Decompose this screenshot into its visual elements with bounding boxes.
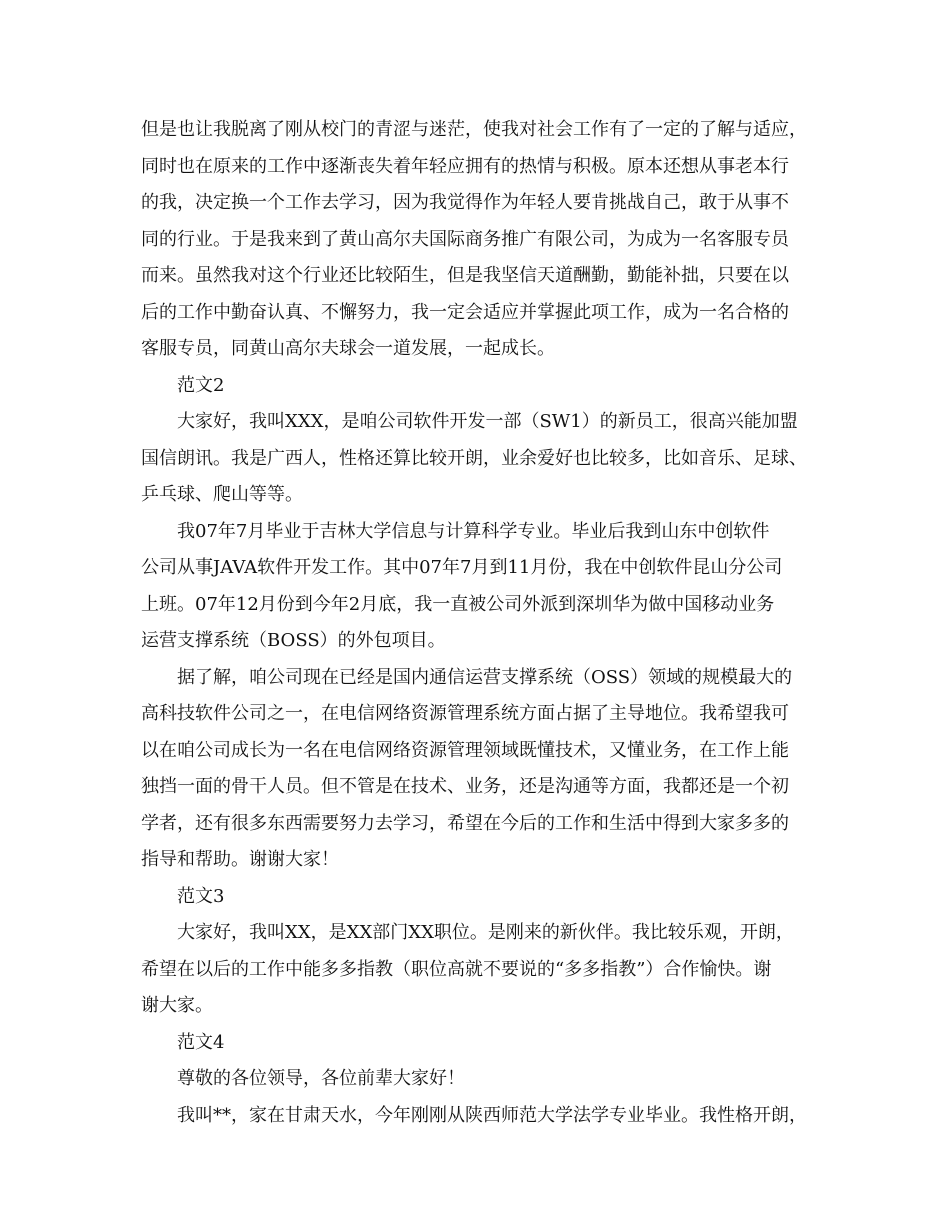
text-line: 指导和帮助。谢谢大家！ (141, 849, 339, 870)
text-line: 国信朗讯。我是广西人，性格还算比较开朗，业余爱好也比较多，比如音乐、足球、 (141, 447, 807, 469)
text-line: 同时也在原来的工作中逐渐丧失着年轻应拥有的热情与积极。原本还想从事老本行 (141, 155, 789, 177)
text-line: 同的行业。于是我来到了黄山高尔夫国际商务推广有限公司，为成为一名客服专员 (141, 228, 789, 250)
paragraph-start-line: 我叫**，家在甘肃天水，今年刚刚从陕西师范大学法学专业毕业。我性格开朗， (177, 1104, 807, 1126)
text-line: 运营支撑系统（BOSS）的外包项目。 (141, 630, 446, 651)
text-line: 上班。07年12月份到今年2月底，我一直被公司外派到深圳华为做中国移动业务 (141, 593, 775, 615)
text-line: 以在咱公司成长为一名在电信网络资源管理领域既懂技术，又懂业务，在工作上能 (141, 739, 789, 761)
section-heading: 范文3 (177, 885, 225, 907)
text-line: 希望在以后的工作中能多多指教（职位高就不要说的“多多指教”）合作愉快。谢 (141, 958, 772, 980)
text-line: 学者，还有很多东西需要努力去学习，希望在今后的工作和生活中得到大家多多的 (141, 812, 789, 834)
paragraph-start-line: 大家好，我叫XX，是XX部门XX职位。是刚来的新伙伴。我比较乐观，开朗， (177, 922, 794, 943)
text-line: 公司从事JAVA软件开发工作。其中07年7月到11月份，我在中创软件昆山分公司 (141, 557, 783, 578)
section-heading: 范文2 (177, 374, 225, 396)
text-line: 高科技软件公司之一，在电信网络资源管理系统方面占据了主导地位。我希望我可 (141, 703, 789, 724)
text-line: 的我，决定换一个工作去学习，因为我觉得作为年轻人要肯挑战自己，敢于从事不 (141, 192, 789, 213)
text-line: 后的工作中勤奋认真、不懈努力，我一定会适应并掌握此项工作，成为一名合格的 (141, 301, 789, 323)
paragraph-start-line: 大家好，我叫XXX，是咱公司软件开发一部（SW1）的新员工，很高兴能加盟 (177, 411, 798, 432)
paragraph-start-line: 我07年7月毕业于吉林大学信息与计算科学专业。毕业后我到山东中创软件 (177, 520, 770, 542)
document-body (141, 112, 825, 1134)
section-heading: 范文4 (177, 1031, 225, 1053)
text-line: 独挡一面的骨干人员。但不管是在技术、业务，还是沟通等方面，我都还是一个初 (141, 776, 789, 797)
paragraph-start-line: 据了解，咱公司现在已经是国内通信运营支撑系统（OSS）领域的规模最大的 (177, 666, 793, 688)
text-line: 乒乓球、爬山等等。 (141, 484, 303, 505)
text-line: 而来。虽然我对这个行业还比较陌生，但是我坚信天道酬勤，勤能补拙，只要在以 (141, 265, 789, 286)
paragraph-start-line: 尊敬的各位领导，各位前辈大家好！ (177, 1068, 465, 1089)
text-line: 客服专员，同黄山高尔夫球会一道发展，一起成长。 (141, 338, 555, 359)
text-line: 谢大家。 (141, 995, 213, 1016)
text-line: 但是也让我脱离了刚从校门的青涩与迷茫，使我对社会工作有了一定的了解与适应， (141, 119, 807, 140)
